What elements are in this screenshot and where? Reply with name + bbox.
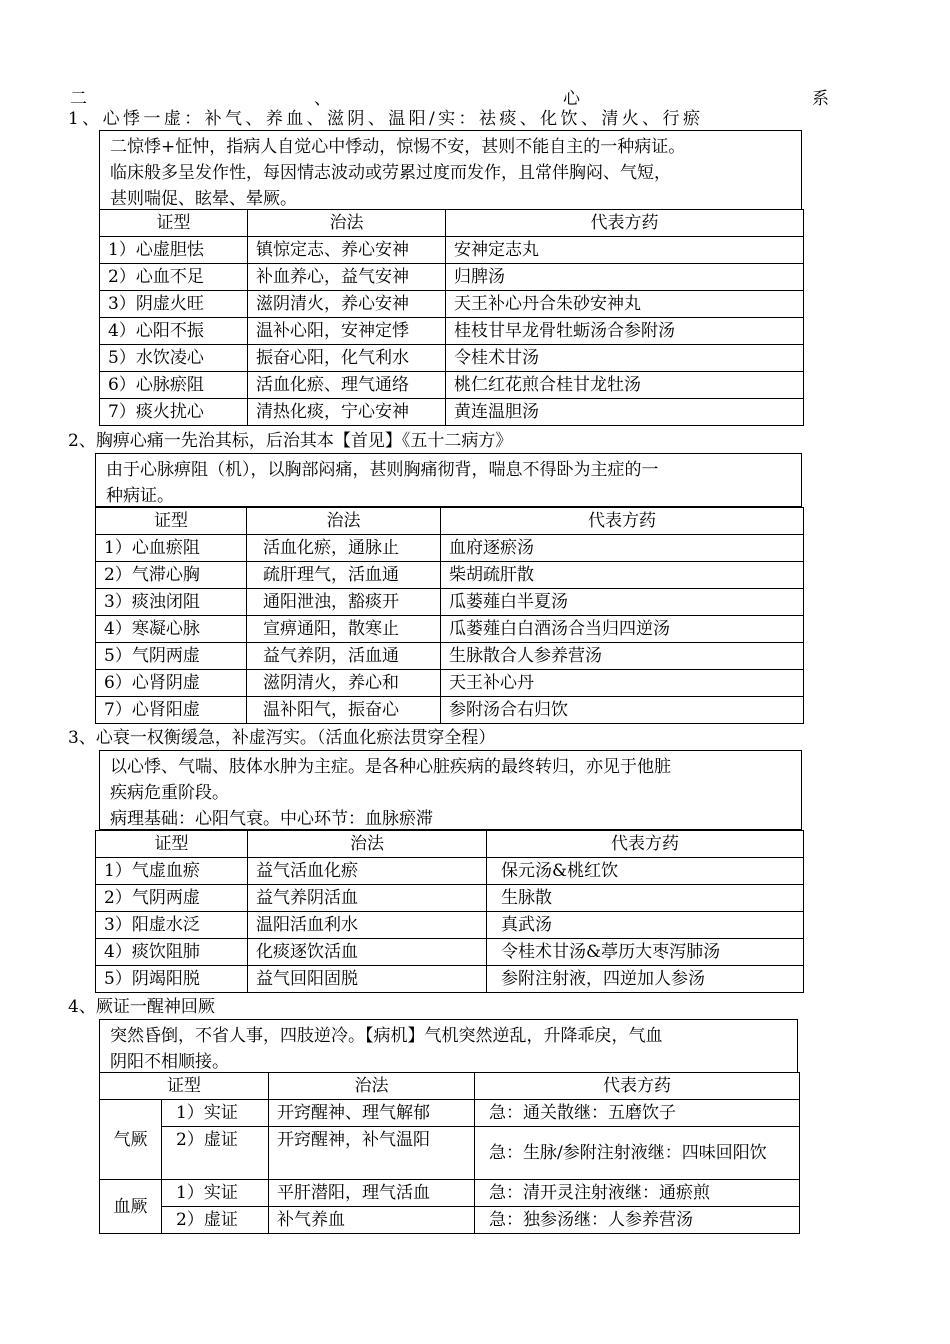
header-cell: 证型 [100, 1073, 269, 1100]
table-cell: 平肝潜阳，理气活血 [269, 1180, 475, 1207]
table-row [96, 589, 804, 616]
section-3-heading: 3、心衰一权衡缓急，补虚泻实。（活血化瘀法贯穿全程） [68, 728, 496, 748]
table-row [100, 399, 804, 426]
intro-line: 甚则喘促、眩晕、晕厥。 [110, 189, 297, 209]
table-cell: 益气回阳固脱 [248, 966, 487, 993]
table-cell: 5）水饮凌心 [100, 345, 248, 372]
header-cell: 证型 [96, 508, 247, 535]
table-cell: 参附注射液，四逆加人参汤 [487, 966, 804, 993]
header-cell: 代表方药 [475, 1073, 800, 1100]
table-row [100, 237, 804, 264]
table-cell: 益气养阴，活血通 [247, 643, 441, 670]
intro-line: 疾病危重阶段。 [110, 783, 229, 803]
table-row [96, 670, 804, 697]
title-char-2: 、 [314, 89, 331, 109]
table-row [96, 643, 804, 670]
table-row [100, 372, 804, 399]
table-cell: 令桂术甘汤&葶历大枣泻肺汤 [487, 939, 804, 966]
table-cell: 生脉散 [487, 885, 804, 912]
section-1-heading: 1、心悸一虚：补气、养血、滋阴、温阳/实：祛痰、化饮、清火、行瘀 [68, 109, 704, 129]
table-header-row [96, 831, 804, 858]
table-row [100, 1207, 800, 1234]
section-3-table [95, 830, 804, 993]
table-cell: 瓜蒌薤白半夏汤 [441, 589, 804, 616]
table-cell: 令桂术甘汤 [446, 345, 804, 372]
intro-line: 种病证。 [106, 486, 174, 506]
section-4-heading: 4、厥证一醒神回厥 [68, 997, 215, 1017]
table-cell: 3）阳虚水泛 [96, 912, 248, 939]
table-row [96, 858, 804, 885]
table-cell: 1）心虚胆怯 [100, 237, 248, 264]
table-cell: 疏肝理气，活血通 [247, 562, 441, 589]
table-cell: 通阳泄浊，豁痰开 [247, 589, 441, 616]
table-row [100, 318, 804, 345]
table-row [100, 1180, 800, 1207]
header-cell: 治法 [248, 831, 487, 858]
table-cell: 7）心肾阳虚 [96, 697, 247, 724]
table-cell: 益气活血化瘀 [248, 858, 487, 885]
header-cell: 治法 [269, 1073, 475, 1100]
table-row [96, 535, 804, 562]
table-cell: 瓜蒌薤白白酒汤合当归四逆汤 [441, 616, 804, 643]
table-cell: 天王补心丹合朱砂安神丸 [446, 291, 804, 318]
intro-line: 突然昏倒，不省人事，四肢逆冷。【病机】气机突然逆乱，升降乖戾，气血 [110, 1026, 663, 1046]
group-cell: 血厥 [100, 1180, 162, 1234]
table-row [96, 616, 804, 643]
table-cell: 补血养心，益气安神 [248, 264, 446, 291]
table-row [96, 697, 804, 724]
intro-line: 以心悸、气喘、肢体水肿为主症。是各种心脏疾病的最终转归，亦见于他脏 [110, 757, 671, 777]
table-cell: 安神定志丸 [446, 237, 804, 264]
intro-line: 由于心脉痹阻（机），以胸部闷痛，甚则胸痛彻背，喘息不得卧为主症的一 [106, 460, 659, 480]
table-cell: 天王补心丹 [441, 670, 804, 697]
intro-line: 病理基础：心阳气衰。中心环节：血脉瘀滞 [110, 809, 433, 829]
table-header-row [96, 508, 804, 535]
table-cell: 5）气阴两虚 [96, 643, 247, 670]
table-row [100, 1100, 800, 1127]
section-2-table [95, 507, 804, 724]
table-cell: 振奋心阳，化气利水 [248, 345, 446, 372]
table-cell: 4）寒凝心脉 [96, 616, 247, 643]
header-cell: 证型 [96, 831, 248, 858]
header-cell: 代表方药 [487, 831, 804, 858]
table-cell: 1）心血瘀阻 [96, 535, 247, 562]
table-cell: 柴胡疏肝散 [441, 562, 804, 589]
title-char-4: 系 [812, 89, 829, 109]
table-header-row [100, 210, 804, 237]
table-cell: 1）实证 [162, 1100, 269, 1127]
table-cell: 血府逐瘀汤 [441, 535, 804, 562]
table-cell: 温补心阳，安神定悸 [248, 318, 446, 345]
table-cell: 桃仁红花煎合桂甘龙牡汤 [446, 372, 804, 399]
table-row [100, 264, 804, 291]
table-header-row [100, 1073, 800, 1100]
table-cell: 清热化痰，宁心安神 [248, 399, 446, 426]
table-cell: 桂枝甘早龙骨牡蛎汤合参附汤 [446, 318, 804, 345]
table-cell: 急：清开灵注射液继：通瘀煎 [475, 1180, 800, 1207]
table-cell: 2）虚证 [162, 1207, 269, 1234]
table-row [100, 291, 804, 318]
table-cell: 开窍醒神、理气解郁 [269, 1100, 475, 1127]
table-cell: 补气养血 [269, 1207, 475, 1234]
section-1-table [99, 209, 804, 426]
table-cell: 3）痰浊闭阻 [96, 589, 247, 616]
table-cell: 益气养阴活血 [248, 885, 487, 912]
header-cell: 代表方药 [446, 210, 804, 237]
table-row [100, 345, 804, 372]
table-cell: 参附汤合右归饮 [441, 697, 804, 724]
table-row [96, 562, 804, 589]
title-char-3: 心 [563, 89, 580, 109]
table-cell: 温补阳气，振奋心 [247, 697, 441, 724]
table-cell: 镇惊定志、养心安神 [248, 237, 446, 264]
table-cell: 3）阴虚火旺 [100, 291, 248, 318]
table-cell: 2）气滞心胸 [96, 562, 247, 589]
table-cell: 生脉散合人参养营汤 [441, 643, 804, 670]
page-title [68, 84, 829, 109]
table-cell: 6）心脉瘀阻 [100, 372, 248, 399]
table-cell: 6）心肾阴虚 [96, 670, 247, 697]
table-cell: 2）心血不足 [100, 264, 248, 291]
section-2-heading: 2、胸痹心痛一先治其标，后治其本【首见】《五十二病方》 [68, 431, 513, 451]
table-cell: 真武汤 [487, 912, 804, 939]
table-cell: 急：通关散继：五磨饮子 [475, 1100, 800, 1127]
section-3-intro [99, 750, 802, 830]
table-cell: 活血化瘀、理气通络 [248, 372, 446, 399]
table-cell: 温阳活血利水 [248, 912, 487, 939]
section-2-intro [95, 453, 802, 507]
table-cell: 开窍醒神，补气温阳 [269, 1127, 475, 1180]
table-cell: 1）气虚血瘀 [96, 858, 248, 885]
table-cell: 5）阴竭阳脱 [96, 966, 248, 993]
table-cell: 1）实证 [162, 1180, 269, 1207]
section-4-intro [99, 1019, 798, 1073]
table-cell: 4）心阳不振 [100, 318, 248, 345]
table-cell: 2）虚证 [162, 1127, 269, 1180]
table-cell: 保元汤&桃红饮 [487, 858, 804, 885]
table-cell: 急：独参汤继：人参养营汤 [475, 1207, 800, 1234]
table-cell: 归脾汤 [446, 264, 804, 291]
table-row [96, 885, 804, 912]
section-1-intro [99, 130, 802, 210]
table-cell: 活血化瘀，通脉止 [247, 535, 441, 562]
title-char-1: 二 [70, 89, 87, 109]
table-row [96, 912, 804, 939]
table-cell: 滋阴清火，养心安神 [248, 291, 446, 318]
intro-line: 二惊悸+怔忡，指病人自觉心中悸动，惊惕不安，甚则不能自主的一种病证。 [110, 137, 686, 157]
table-cell: 4）痰饮阻肺 [96, 939, 248, 966]
section-4-table [99, 1072, 800, 1234]
table-cell: 化痰逐饮活血 [248, 939, 487, 966]
group-cell: 气厥 [100, 1100, 162, 1180]
intro-line: 阴阳不相顺接。 [110, 1052, 229, 1072]
table-cell: 黄连温胆汤 [446, 399, 804, 426]
table-cell: 2）气阴两虚 [96, 885, 248, 912]
header-cell: 治法 [248, 210, 446, 237]
header-cell: 代表方药 [441, 508, 804, 535]
table-cell: 7）痰火扰心 [100, 399, 248, 426]
table-row [96, 939, 804, 966]
table-row [100, 1127, 800, 1180]
table-row [96, 966, 804, 993]
header-cell: 治法 [247, 508, 441, 535]
table-cell: 宣痹通阳，散寒止 [247, 616, 441, 643]
table-cell: 急：生脉/参附注射液继：四味回阳饮 [475, 1127, 800, 1180]
intro-line: 临床般多呈发作性，每因情志波动或劳累过度而发作，且常伴胸闷、气短， [110, 163, 671, 183]
header-cell: 证型 [100, 210, 248, 237]
table-cell: 滋阴清火，养心和 [247, 670, 441, 697]
